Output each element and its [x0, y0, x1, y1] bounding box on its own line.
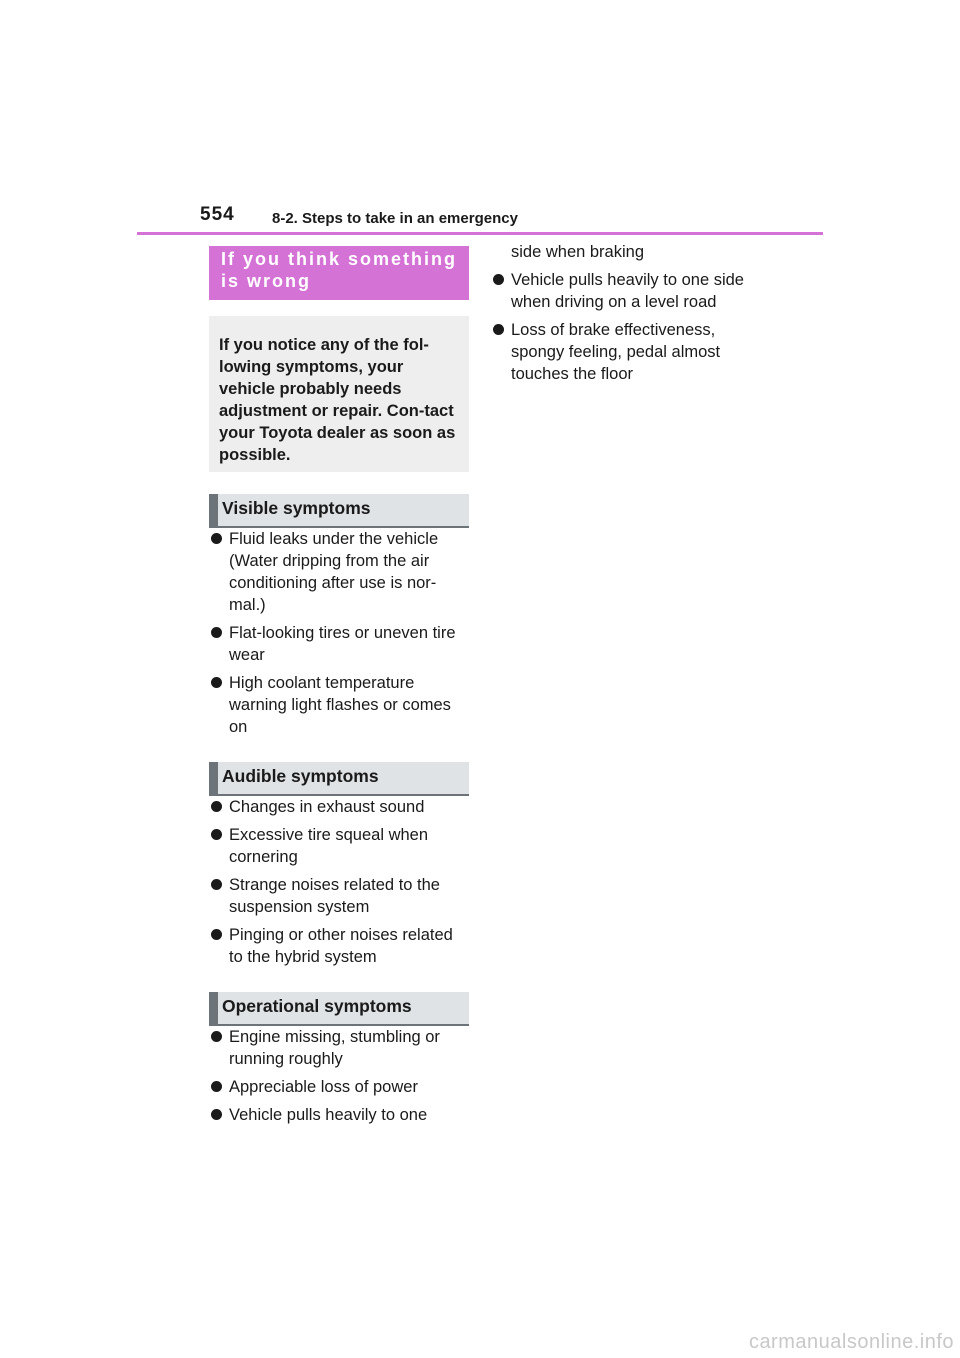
bullet-icon: [211, 1109, 222, 1120]
bullet-icon: [211, 627, 222, 638]
list-item: Pinging or other noises related to the hybrid system: [209, 924, 469, 968]
operational-symptoms-list: [209, 1026, 469, 1126]
list-item: Vehicle pulls heavily to one: [209, 1104, 469, 1126]
list-item: Changes in exhaust sound: [209, 796, 469, 818]
list-item: Flat-looking tires or uneven tire wear: [209, 622, 469, 666]
bullet-icon: [211, 533, 222, 544]
bullet-icon: [211, 929, 222, 940]
bullet-icon: [211, 801, 222, 812]
list-item: Loss of brake effectiveness, spongy feeling, pedal almost touches the floor: [491, 319, 751, 385]
bullet-icon: [211, 1081, 222, 1092]
audible-symptoms-heading: Audible symptoms: [209, 762, 469, 796]
list-item: Appreciable loss of power: [209, 1076, 469, 1098]
bullet-icon: [493, 274, 504, 285]
page-title: If you think something is wrong: [209, 246, 469, 300]
intro-notice: If you notice any of the fol-lowing symptoms, your vehicle probably needs adjustment or repair. Con-tact your Toyota dealer as soon as possible.: [209, 316, 469, 472]
bullet-icon: [211, 677, 222, 688]
watermark: carmanualsonline.info: [748, 1331, 954, 1353]
page-number: 554: [200, 204, 235, 225]
list-item: Strange noises related to the suspension system: [209, 874, 469, 918]
visible-symptoms-list: [209, 528, 469, 738]
list-item: High coolant temperature warning light flashes or comes on: [209, 672, 469, 738]
visible-symptoms-heading: Visible symptoms: [209, 494, 469, 528]
operational-symptoms-heading: Operational symptoms: [209, 992, 469, 1026]
bullet-icon: [211, 879, 222, 890]
list-item: Fluid leaks under the vehicle (Water dripping from the air conditioning after use is nor-mal.): [209, 528, 469, 616]
list-item: Engine missing, stumbling or running roughly: [209, 1026, 469, 1070]
list-item: Excessive tire squeal when cornering: [209, 824, 469, 868]
continued-text: side when braking: [511, 243, 644, 261]
bullet-icon: [493, 324, 504, 335]
list-item: Vehicle pulls heavily to one side when driving on a level road: [491, 269, 751, 313]
bullet-icon: [211, 829, 222, 840]
header-rule: [137, 232, 823, 235]
left-column: [209, 246, 469, 1132]
audible-symptoms-list: [209, 796, 469, 968]
right-column: [491, 241, 751, 391]
operational-symptoms-list-continued: [491, 269, 751, 385]
bullet-icon: [211, 1031, 222, 1042]
section-header: 8-2. Steps to take in an emergency: [272, 210, 518, 227]
